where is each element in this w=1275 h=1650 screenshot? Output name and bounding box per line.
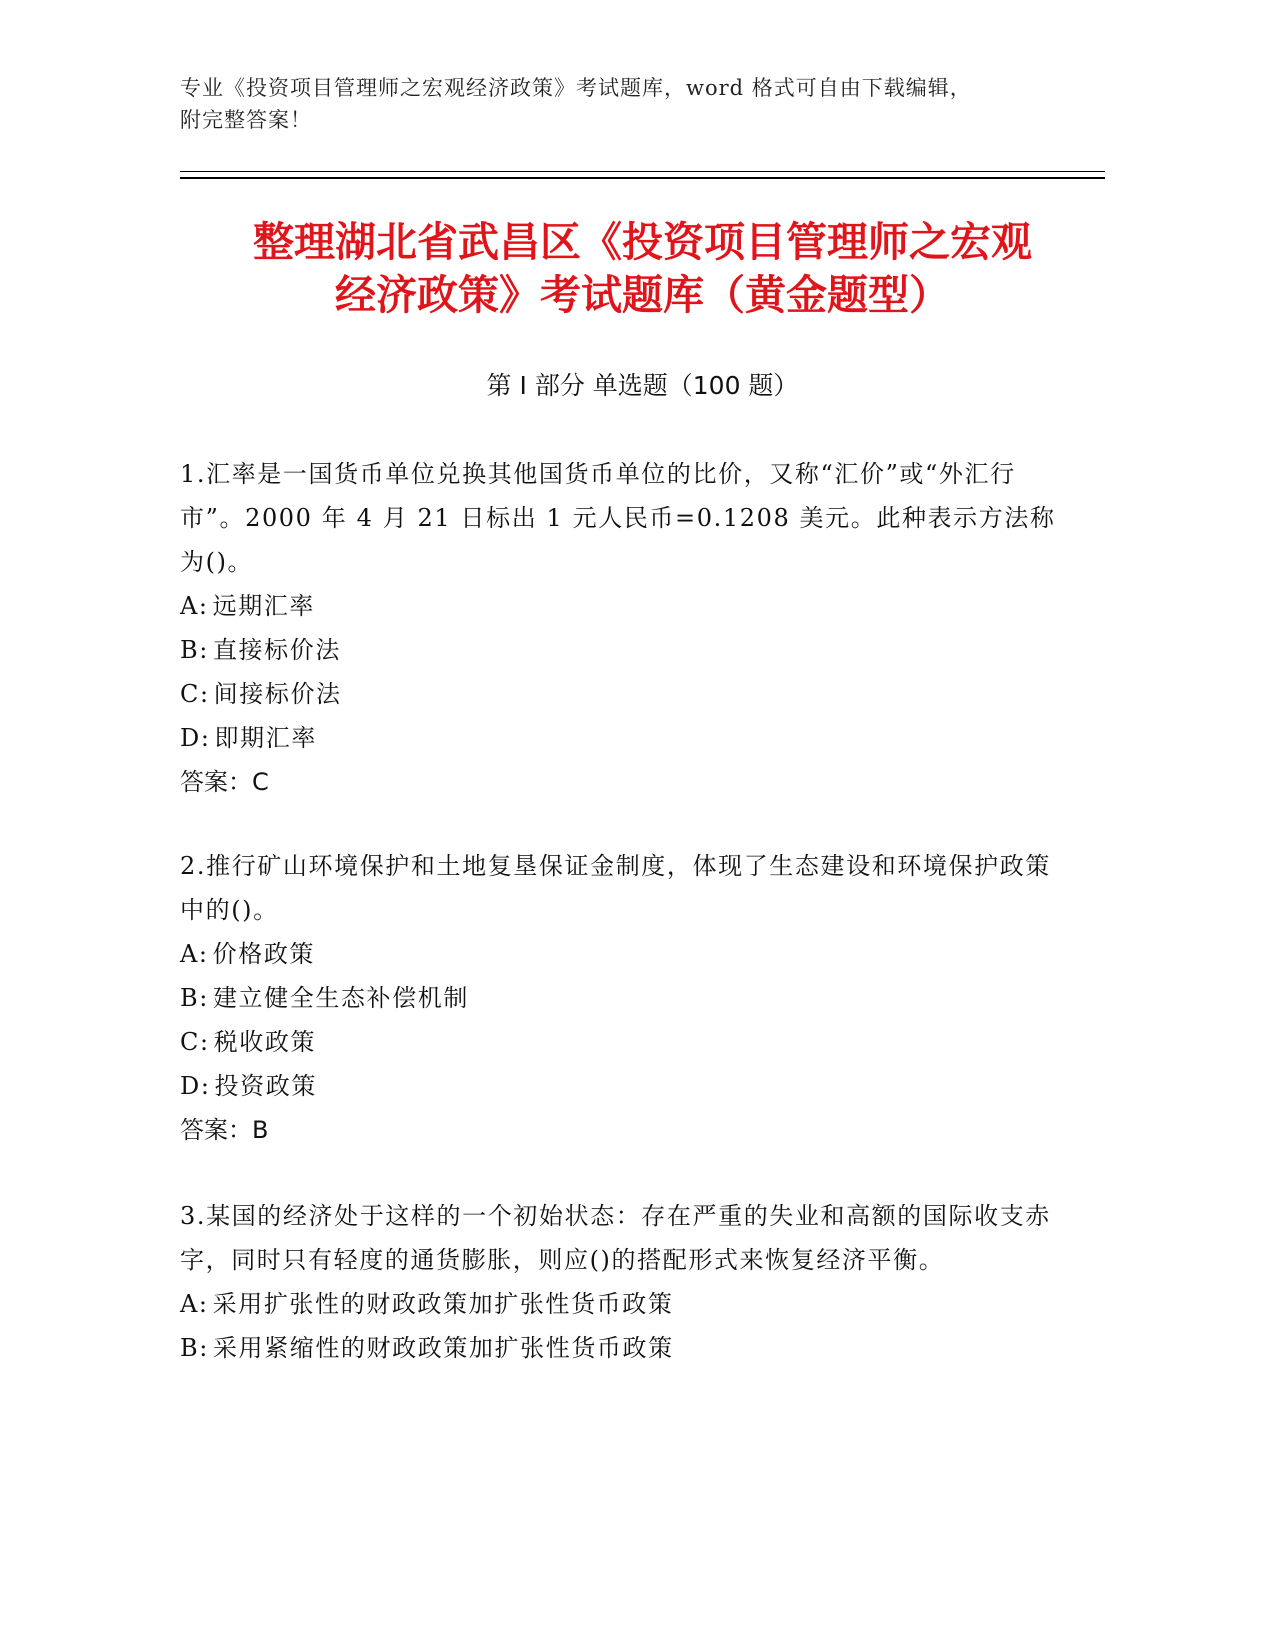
option-text: 直接标价法	[212, 636, 341, 664]
option-b	[180, 976, 1060, 1020]
option-text: 税收政策	[213, 1028, 317, 1056]
option-text: 间接标价法	[213, 680, 342, 708]
option-text: 投资政策	[214, 1072, 317, 1100]
option-c	[180, 672, 1060, 716]
option-key: A:	[180, 940, 209, 968]
question-stem: 1.汇率是一国货币单位兑换其他国货币单位的比价，又称“汇价”或“外汇行市”。2000 年 4 月 21 日标出 1 元人民币=0.1208 美元。此种表示方法称为()。	[180, 460, 1056, 576]
answer-value: B	[252, 1116, 269, 1144]
option-b	[180, 1326, 1060, 1370]
answer-line	[180, 760, 1060, 804]
header-rule-thick	[180, 177, 1105, 179]
option-key: B:	[180, 636, 209, 664]
option-text: 远期汇率	[212, 592, 316, 620]
option-b	[180, 628, 1060, 672]
document-title-line-2: 经济政策》考试题库（黄金题型）	[335, 271, 950, 319]
header-rule-thin	[180, 171, 1105, 172]
answer-line	[180, 1108, 1060, 1152]
option-text: 价格政策	[212, 940, 316, 968]
option-key: A:	[180, 1290, 209, 1318]
option-key: D:	[180, 724, 211, 752]
question-3	[180, 1194, 1060, 1370]
option-key: A:	[180, 592, 209, 620]
header-note-line-1: 专业《投资项目管理师之宏观经济政策》考试题库，word 格式可自由下载编辑，	[180, 76, 972, 100]
question-stem: 3.某国的经济处于这样的一个初始状态：存在严重的失业和高额的国际收支赤字，同时只有轻度的通货膨胀，则应()的搭配形式来恢复经济平衡。	[180, 1202, 1051, 1274]
option-d	[180, 1064, 1060, 1108]
option-key: B:	[180, 984, 209, 1012]
answer-label: 答案：	[180, 768, 252, 796]
option-c	[180, 1020, 1060, 1064]
header-note	[180, 72, 1060, 136]
option-a	[180, 1282, 1060, 1326]
option-key: B:	[180, 1334, 209, 1362]
answer-label: 答案：	[180, 1116, 252, 1144]
option-text: 采用紧缩性的财政政策加扩张性货币政策	[212, 1334, 674, 1362]
option-key: C:	[180, 1028, 210, 1056]
option-text: 即期汇率	[214, 724, 317, 752]
section-heading: 第 I 部分 单选题（100 题）	[486, 371, 799, 400]
document-title-line-1: 整理湖北省武昌区《投资项目管理师之宏观	[253, 218, 1032, 266]
option-key: D:	[180, 1072, 211, 1100]
option-text: 建立健全生态补偿机制	[212, 984, 469, 1012]
option-a	[180, 932, 1060, 976]
question-stem: 2.推行矿山环境保护和土地复垦保证金制度，体现了生态建设和环境保护政策中的()。	[180, 852, 1051, 924]
answer-value: C	[252, 768, 269, 796]
option-d	[180, 716, 1060, 760]
option-a	[180, 584, 1060, 628]
header-note-line-2: 附完整答案！	[180, 108, 312, 132]
question-1	[180, 452, 1060, 804]
question-2	[180, 844, 1060, 1152]
option-key: C:	[180, 680, 210, 708]
document-page	[180, 0, 1105, 1650]
document-title	[180, 216, 1105, 322]
option-text: 采用扩张性的财政政策加扩张性货币政策	[212, 1290, 674, 1318]
